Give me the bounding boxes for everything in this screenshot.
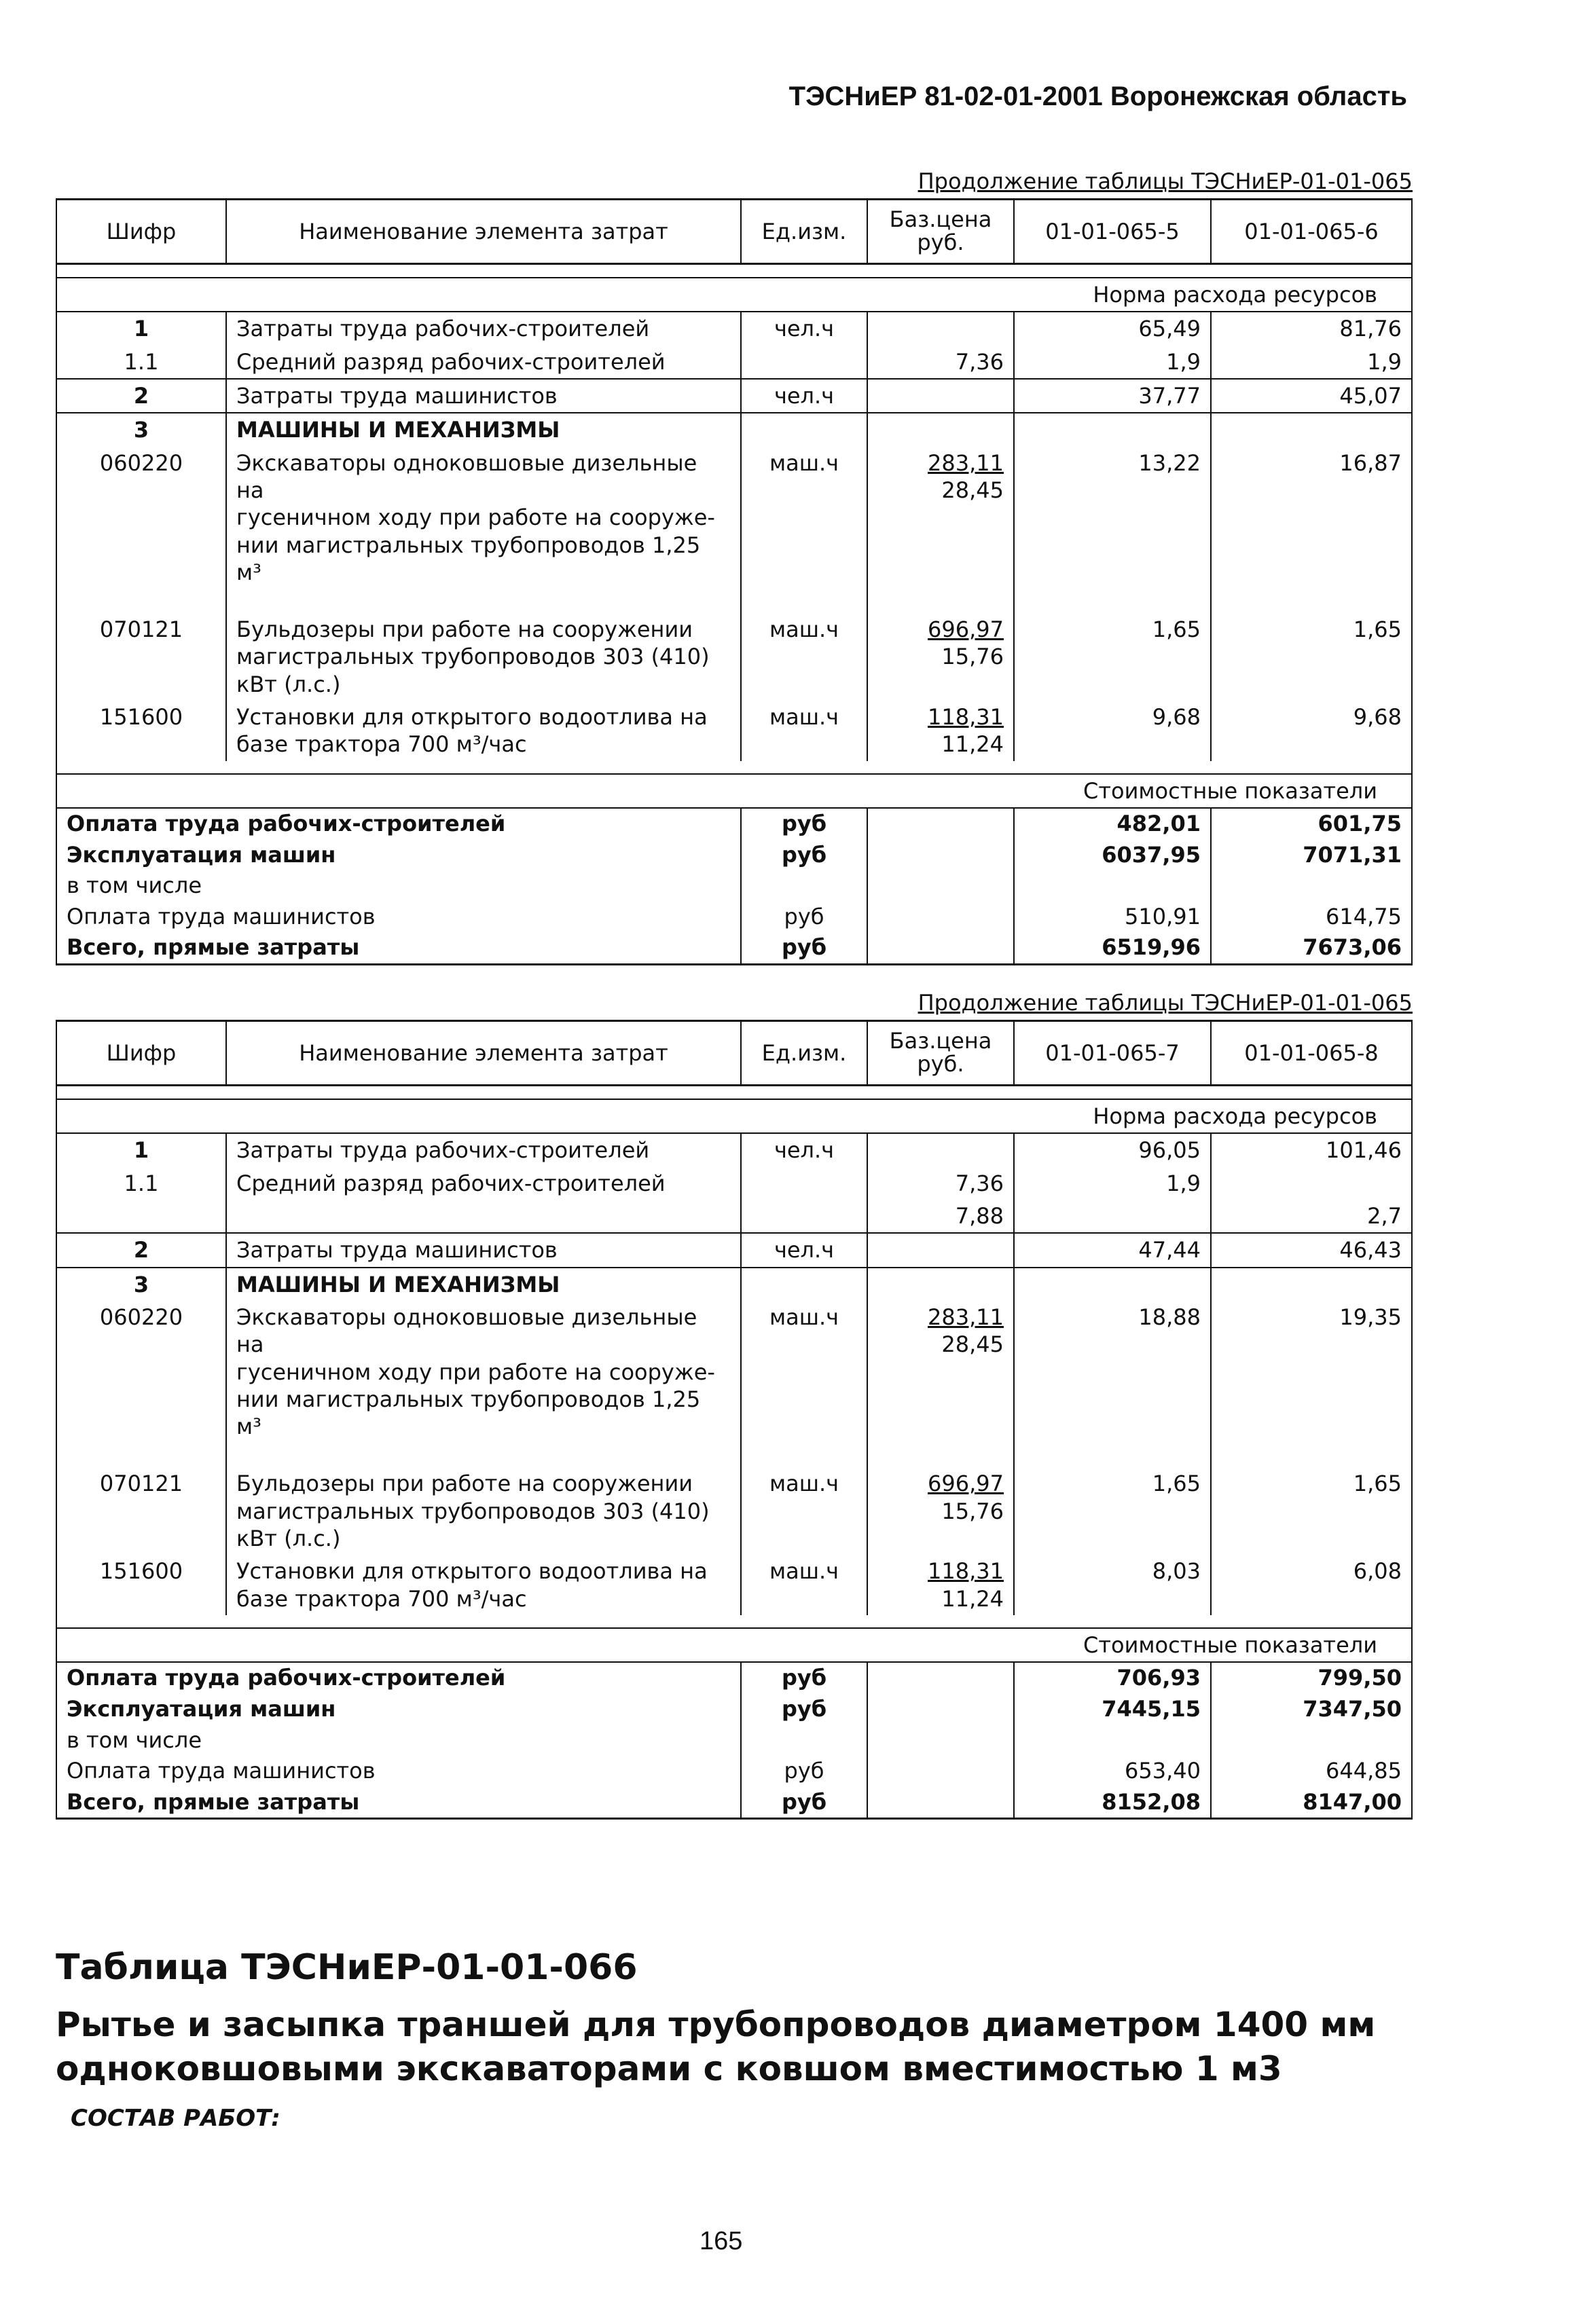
section-row-norms	[56, 278, 1412, 312]
column-header-base-price	[867, 1021, 1014, 1086]
base-price-label: Баз.цена	[889, 206, 992, 233]
table-row: 1.1 Средний разряд рабочих-строителей 7,36 1,9 1,9	[56, 346, 1412, 379]
table-row: Всего, прямые затраты руб 6519,96 7673,06	[56, 932, 1412, 964]
base-price-unit: руб.	[917, 229, 964, 255]
table-subtitle: Рытье и засыпка траншей для трубопроводов диаметром 1400 мм одноковшовыми экскаваторами с ковшом вместимостью 1 м3	[56, 2005, 1376, 2088]
table-row: Оплата труда рабочих-строителей руб 482,01 601,75	[56, 808, 1412, 840]
table-row: 070121 Бульдозеры при работе на сооружении магистральных трубопроводов 303 (410) кВт (л.с.) маш.ч 696,97 15,76 1,65 1,65	[56, 613, 1412, 701]
column-header-unit: Ед.изм.	[741, 200, 867, 264]
table-row: 1 Затраты труда рабочих-строителей чел.ч 96,05 101,46	[56, 1133, 1412, 1166]
table-row: 3 МАШИНЫ И МЕХАНИЗМЫ	[56, 413, 1412, 446]
table-row: 151600 Установки для открытого водоотлива на базе трактора 700 м³/час маш.ч 118,31 11,24 8,03 6,08	[56, 1555, 1412, 1615]
table-title: Таблица ТЭСНиЕР-01-01-066	[56, 1947, 638, 1988]
table-row: 2 Затраты труда машинистов чел.ч 47,44 46,43	[56, 1233, 1412, 1267]
table-row: 151600 Установки для открытого водоотлива на базе трактора 700 м³/час маш.ч 118,31 11,24 9,68 9,68	[56, 701, 1412, 761]
page-number: 165	[699, 2227, 743, 2255]
section-row-costs	[56, 774, 1412, 808]
table-row: Эксплуатация машин руб 7445,15 7347,50	[56, 1694, 1412, 1725]
column-header-unit: Ед.изм.	[741, 1021, 867, 1086]
section-label: Норма расхода ресурсов	[56, 278, 1412, 312]
table-row: 3 МАШИНЫ И МЕХАНИЗМЫ	[56, 1268, 1412, 1301]
section-label: Норма расхода ресурсов	[56, 1099, 1412, 1133]
column-header-base-price	[867, 200, 1014, 264]
table-row: Оплата труда машинистов руб 510,91 614,75	[56, 902, 1412, 933]
table-continuation-caption: Продолжение таблицы ТЭСНиЕР-01-01-065	[917, 990, 1413, 1016]
column-header-code: Шифр	[56, 1021, 226, 1086]
table-row: 070121 Бульдозеры при работе на сооружении магистральных трубопроводов 303 (410) кВт (л.с.) маш.ч 696,97 15,76 1,65 1,65	[56, 1467, 1412, 1555]
table-row: 1 Затраты труда рабочих-строителей чел.ч 65,49 81,76	[56, 312, 1412, 345]
table-row: Оплата труда машинистов руб 653,40 644,85	[56, 1756, 1412, 1787]
table-row: Эксплуатация машин руб 6037,95 7071,31	[56, 840, 1412, 871]
document-header: ТЭСНиЕР 81-02-01-2001 Воронежская область	[788, 81, 1407, 111]
column-header-name: Наименование элемента затрат	[226, 1021, 741, 1086]
resource-norm-table	[56, 1020, 1413, 1820]
table-header-row	[56, 1021, 1412, 1086]
table-header-row	[56, 200, 1412, 264]
column-header-variant-b: 01-01-065-6	[1211, 200, 1412, 264]
base-price-label: Баз.цена	[889, 1028, 992, 1054]
table-row: Всего, прямые затраты руб 8152,08 8147,00	[56, 1787, 1412, 1819]
table-row: 1.1 Средний разряд рабочих-строителей 7,36 7,88 1,9 2,7	[56, 1167, 1412, 1234]
column-header-variant-b: 01-01-065-8	[1211, 1021, 1412, 1086]
resource-norm-table	[56, 198, 1413, 965]
column-header-variant-a: 01-01-065-7	[1014, 1021, 1211, 1086]
table-row: 060220 Экскаваторы одноковшовые дизельные на гусеничном ходу при работе на сооруже- нии магистральных трубопроводов 1,25 м³ маш.ч 283,11 28,45 13,22 16,87	[56, 447, 1412, 614]
column-header-name: Наименование элемента затрат	[226, 200, 741, 264]
section-row-norms	[56, 1099, 1412, 1133]
table-row: 060220 Экскаваторы одноковшовые дизельные на гусеничном ходу при работе на сооруже- нии магистральных трубопроводов 1,25 м³ маш.ч 283,11 28,45 18,88 19,35	[56, 1301, 1412, 1468]
column-header-variant-a: 01-01-065-5	[1014, 200, 1211, 264]
table-row: Оплата труда рабочих-строителей руб 706,93 799,50	[56, 1662, 1412, 1694]
section-label: Стоимостные показатели	[56, 774, 1412, 808]
base-price-unit: руб.	[917, 1051, 964, 1077]
table-row: 2 Затраты труда машинистов чел.ч 37,77 45,07	[56, 379, 1412, 413]
section-row-costs	[56, 1628, 1412, 1662]
section-label: Стоимостные показатели	[56, 1628, 1412, 1662]
works-composition-label: СОСТАВ РАБОТ:	[71, 2105, 280, 2132]
column-header-code: Шифр	[56, 200, 226, 264]
table-continuation-caption: Продолжение таблицы ТЭСНиЕР-01-01-065	[917, 168, 1413, 194]
table-row: в том числе	[56, 870, 1412, 902]
table-row: в том числе	[56, 1725, 1412, 1756]
